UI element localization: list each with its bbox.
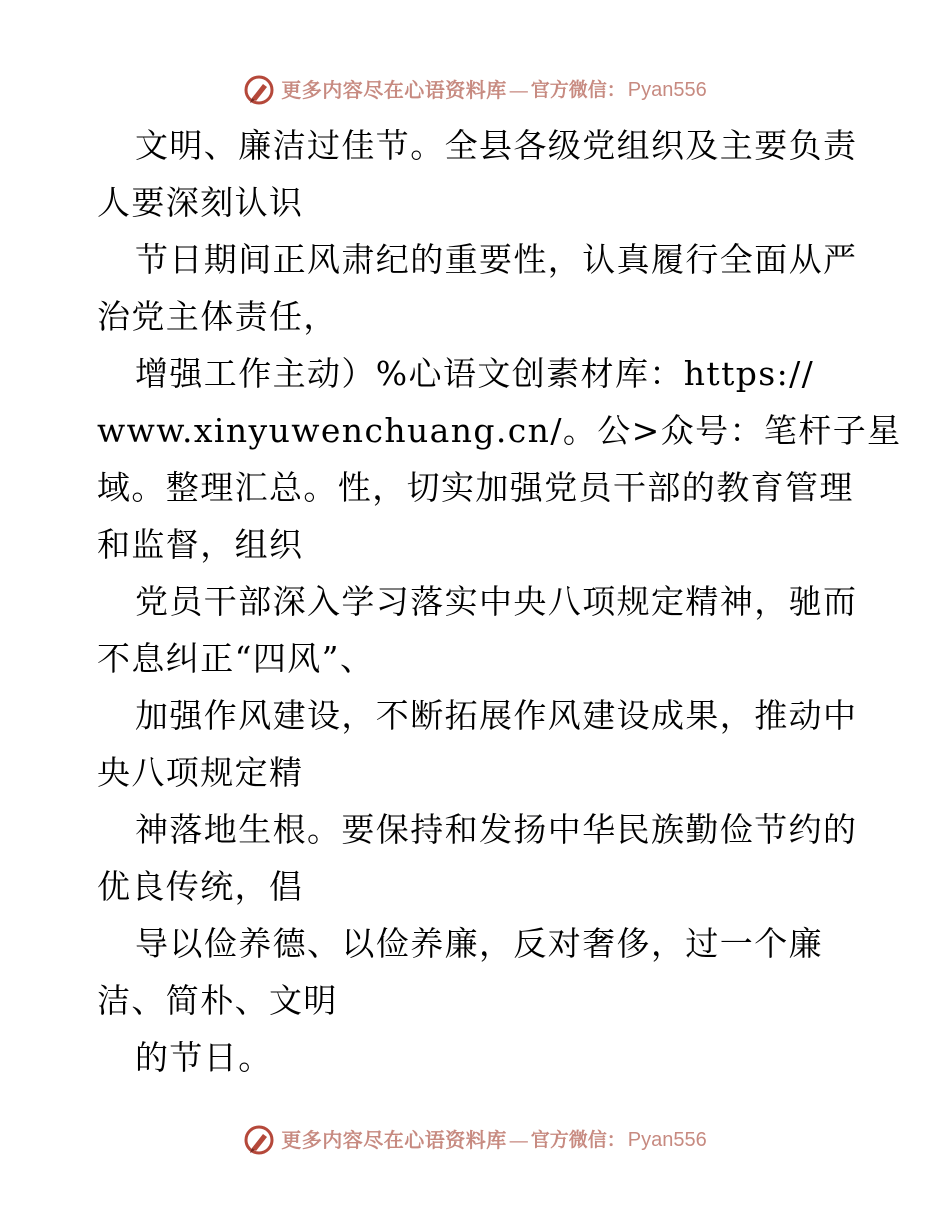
body-line: 不息纠正“四风”、 xyxy=(97,639,375,678)
banner-wechat-id: Pyan556 xyxy=(627,1129,707,1151)
banner-dash: — xyxy=(508,78,529,102)
body-line: 治党主体责任， xyxy=(97,297,338,336)
footer-watermark-banner xyxy=(0,1120,950,1160)
banner-wechat-label: 官方微信： xyxy=(530,1128,626,1151)
body-line: 的节日。 xyxy=(135,1038,273,1077)
body-line: 加强作风建设，不断拓展作风建设成果，推动中 xyxy=(135,696,858,735)
body-line: 央八项规定精 xyxy=(97,753,304,792)
body-line: 增强工作主动）%心语文创素材库：https:// xyxy=(135,354,815,393)
body-line: 域。整理汇总。性，切实加强党员干部的教育管理 xyxy=(97,468,854,507)
banner-wechat-id: Pyan556 xyxy=(627,79,707,101)
banner-main-text: 更多内容尽在心语资料库 xyxy=(281,78,507,102)
body-line: 洁、简朴、文明 xyxy=(97,981,338,1020)
banner-main-text: 更多内容尽在心语资料库 xyxy=(281,1128,507,1152)
body-line: 文明、廉洁过佳节。全县各级党组织及主要负责 xyxy=(135,126,858,165)
body-line: 神落地生根。要保持和发扬中华民族勤俭节约的 xyxy=(135,810,858,849)
pen-logo-icon xyxy=(243,74,275,106)
banner-dash: — xyxy=(508,1128,529,1152)
document-body xyxy=(97,117,902,1086)
body-line: 节日期间正风肃纪的重要性，认真履行全面从严 xyxy=(135,240,858,279)
pen-logo-icon xyxy=(243,1124,275,1156)
body-line: 导以俭养德、以俭养廉，反对奢侈，过一个廉 xyxy=(135,924,823,963)
header-watermark-banner xyxy=(0,70,950,110)
body-line: www.xinyuwenchuang.cn/。公>众号：笔杆子星 xyxy=(97,411,902,450)
body-line: 和监督，组织 xyxy=(97,525,304,564)
body-line: 优良传统，倡 xyxy=(97,867,304,906)
body-line: 党员干部深入学习落实中央八项规定精神，驰而 xyxy=(135,582,858,621)
banner-wechat-label: 官方微信： xyxy=(530,78,626,101)
body-line: 人要深刻认识 xyxy=(97,183,304,222)
